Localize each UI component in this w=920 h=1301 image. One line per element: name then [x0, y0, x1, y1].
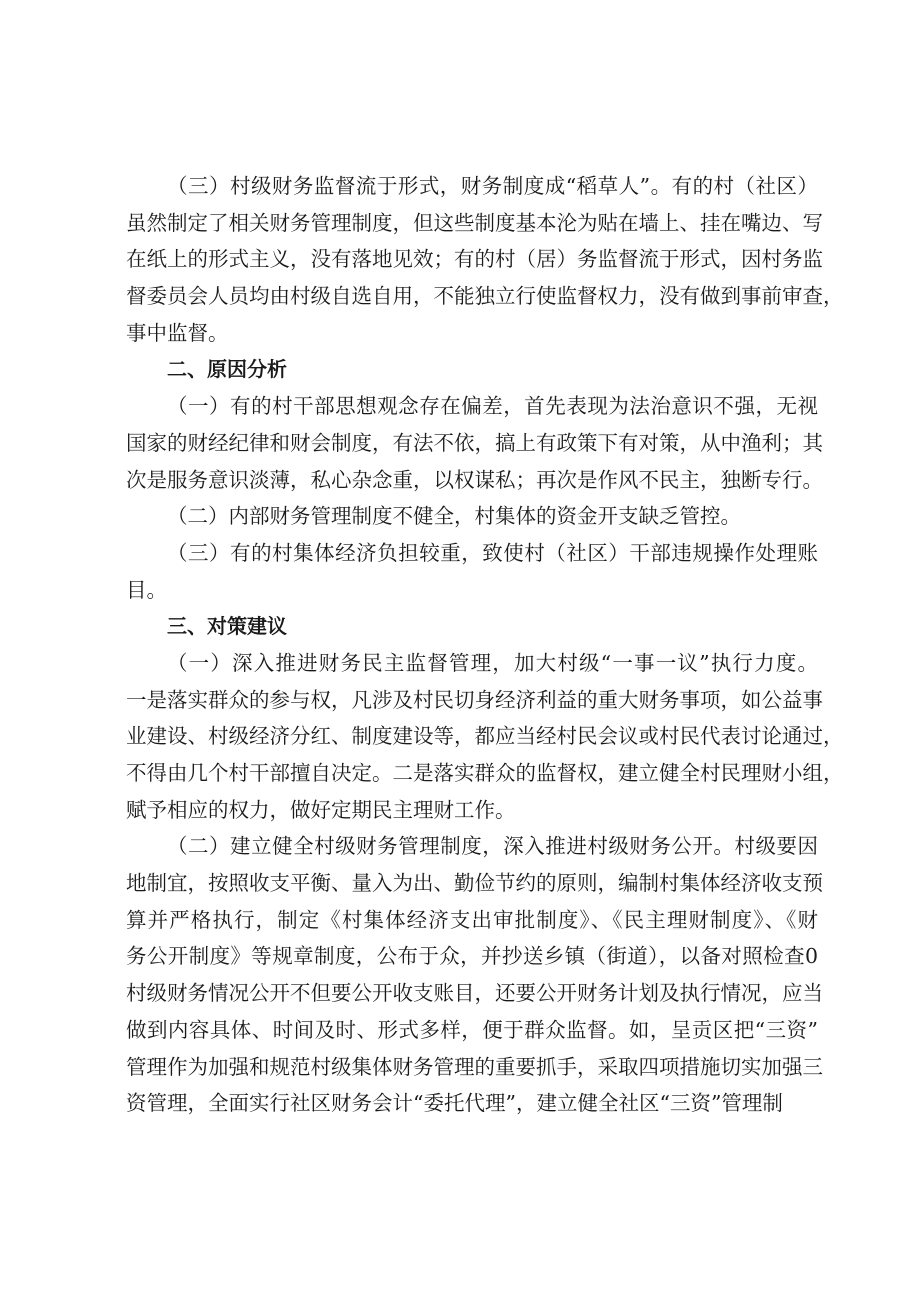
paragraph-line: 目。 [126, 577, 167, 602]
paragraph [126, 645, 844, 828]
paragraph-line: 管理作为加强和规范村级集体财务管理的重要抓手，采取四项措施切实加强三 [126, 1054, 823, 1079]
paragraph-line: 事中监督。 [126, 320, 229, 345]
paragraph [126, 828, 823, 1122]
paragraph-line: （三）有的村集体经济负担较重，致使村（社区）干部违规操作处理账 [167, 540, 818, 565]
paragraph-line: （一）深入推进财务民主监督管理，加大村级“一事一议”执行力度。 [167, 650, 818, 675]
paragraph-line: 务公开制度》等规章制度，公布于众，并抄送乡镇（街道），以备对照检查0 [126, 944, 818, 969]
paragraph-line: 村级财务情况公开不但要公开收支账目，还要公开财务计划及执行情况，应当 [126, 981, 823, 1006]
paragraph-line: 业建设、村级经济分红、制度建设等，都应当经村民会议或村民代表讨论通过， [126, 724, 844, 749]
paragraph [126, 535, 818, 608]
paragraph-line: 算并严格执行，制定《村集体经济支出审批制度》、《民主理财制度》、《财 [126, 907, 818, 932]
paragraph-line: 虽然制定了相关财务管理制度，但这些制度基本沦为贴在墙上、挂在嘴边、写 [126, 210, 823, 235]
document-page [126, 168, 844, 1122]
paragraph-line: （一）有的村干部思想观念存在偏差，首先表现为法治意识不强，无视 [167, 394, 818, 419]
paragraph-line: 国家的财经纪律和财会制度，有法不依，搞上有政策下有对策，从中渔利；其 [126, 430, 823, 455]
paragraph-line: （二）内部财务管理制度不健全，村集体的资金开支缺乏管控。 [167, 504, 741, 529]
paragraph-line: 地制宜，按照收支平衡、量入为出、勤俭节约的原则，编制村集体经济收支预 [126, 871, 823, 896]
heading-text: 二、原因分析 [167, 357, 287, 382]
paragraph-line: 一是落实群众的参与权，凡涉及村民切身经济利益的重大财务事项，如公益事 [126, 687, 823, 712]
paragraph [126, 168, 844, 351]
section-heading [126, 608, 818, 645]
paragraph-line: 次是服务意识淡薄，私心杂念重，以权谋私；再次是作风不民主，独断专行。 [126, 467, 823, 492]
paragraph-line: 资管理，全面实行社区财务会计“委托代理”，建立健全社区“三资”管理制 [126, 1091, 783, 1116]
paragraph-line: 赋予相应的权力，做好定期民主理财工作。 [126, 797, 516, 822]
paragraph-line: （三）村级财务监督流于形式，财务制度成“稻草人”。有的村（社区） [167, 174, 818, 198]
paragraph-line: （二）建立健全村级财务管理制度，深入推进村级财务公开。村级要因 [167, 834, 818, 859]
paragraph-line: 督委员会人员均由村级自选自用，不能独立行使监督权力，没有做到事前审查， [126, 284, 844, 309]
paragraph-line: 做到内容具体、时间及时、形式多样，便于群众监督。如，呈贡区把“三资” [126, 1017, 818, 1042]
paragraph-line: 不得由几个村干部擅自决定。二是落实群众的监督权，建立健全村民理财小组， [126, 761, 844, 785]
paragraph [126, 498, 818, 535]
section-heading [126, 351, 818, 388]
paragraph-line: 在纸上的形式主义，没有落地见效；有的村（居）务监督流于形式，因村务监 [126, 247, 823, 272]
heading-text: 三、对策建议 [167, 614, 287, 639]
paragraph [126, 388, 823, 498]
